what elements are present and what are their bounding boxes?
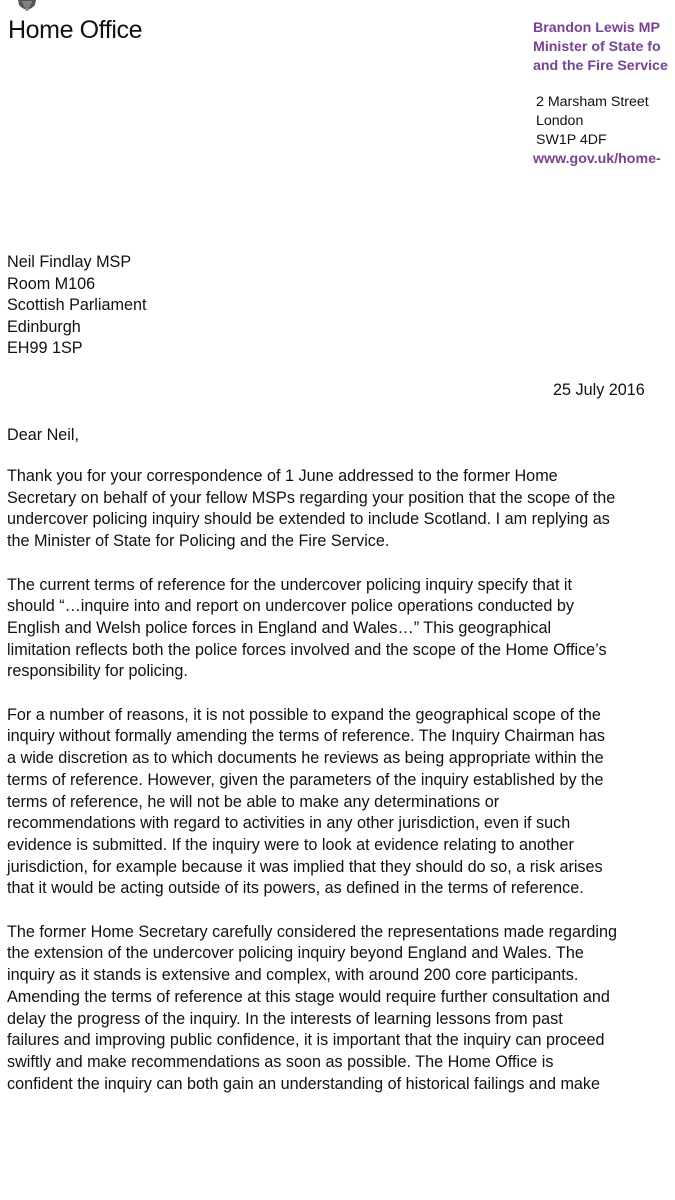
paragraph-line: the extension of the undercover policing inquiry beyond England and Wales. The <box>7 944 584 963</box>
paragraph <box>7 575 672 684</box>
letter-date: 25 July 2016 <box>553 381 645 399</box>
paragraph-line: jurisdiction, for example because it was implied that they should do so, a risk arises <box>7 857 603 876</box>
paragraph-line: a wide discretion as to which documents he reviews as being appropriate within the <box>7 749 604 768</box>
paragraph-line: Secretary on behalf of your fellow MSPs regarding your position that the scope of the <box>7 488 616 507</box>
paragraph-line: responsibility for policing. <box>7 662 188 681</box>
paragraph-line: inquiry as it stands is extensive and complex, with around 200 core participants. <box>7 966 579 985</box>
paragraph-line: undercover policing inquiry should be extended to include Scotland. I am replying as <box>7 510 610 529</box>
letter-body <box>7 466 672 1117</box>
paragraph-line: The former Home Secretary carefully considered the representations made regarding <box>7 922 618 941</box>
paragraph-line: should “…inquire into and report on undercover police operations conducted by <box>7 597 574 616</box>
recipient-address-line: Neil Findlay MSP <box>7 253 132 271</box>
paragraph <box>7 705 672 900</box>
sender-block <box>533 19 668 76</box>
paragraph-line: terms of reference. However, given the parameters of the inquiry established by the <box>7 770 604 789</box>
paragraph <box>7 922 672 1096</box>
paragraph-line: Amending the terms of reference at this stage would require further consultation and <box>7 987 610 1006</box>
paragraph-line: that it would be acting outside of its powers, as defined in the terms of reference. <box>7 879 584 898</box>
paragraph-line: terms of reference, he will not be able to make any determinations or <box>7 792 500 811</box>
recipient-address-line: Room M106 <box>7 274 96 293</box>
sender-title-line: Minister of State fo <box>533 39 661 55</box>
paragraph-line: the Minister of State for Policing and the Fire Service. <box>7 532 390 551</box>
recipient-address-line: EH99 1SP <box>7 339 83 358</box>
paragraph <box>7 466 672 553</box>
royal-crest-icon <box>16 0 38 14</box>
paragraph-line: inquiry without formally amending the terms of reference. The Inquiry Chairman has <box>7 727 606 746</box>
sender-address-line: 2 Marsham Street <box>536 94 649 110</box>
recipient-address-line: Edinburgh <box>7 317 81 336</box>
paragraph-line: English and Welsh police forces in England and Wales…” This geographical <box>7 618 552 637</box>
paragraph-line: evidence is submitted. If the inquiry were to look at evidence relating to another <box>7 835 574 854</box>
salutation: Dear Neil, <box>7 426 79 444</box>
department-name: Home Office <box>8 16 143 44</box>
paragraph-line: delay the progress of the inquiry. In the interests of learning lessons from past <box>7 1009 563 1028</box>
paragraph-line: confident the inquiry can both gain an understanding of historical failings and make <box>7 1074 601 1093</box>
paragraph-line: For a number of reasons, it is not possible to expand the geographical scope of the <box>7 705 601 724</box>
recipient-address-line: Scottish Parliament <box>7 296 147 315</box>
sender-address <box>536 93 649 150</box>
sender-website-link[interactable]: www.gov.uk/home- <box>533 151 661 167</box>
sender-title-line: and the Fire Service <box>533 58 668 74</box>
paragraph-line: swiftly and make recommendations as soon as possible. The Home Office is <box>7 1052 554 1071</box>
paragraph-line: failures and improving public confidence, it is important that the inquiry can proceed <box>7 1031 605 1050</box>
sender-name: Brandon Lewis MP <box>533 20 660 36</box>
recipient-address <box>7 252 146 360</box>
paragraph-line: The current terms of reference for the undercover policing inquiry specify that it <box>7 575 573 594</box>
paragraph-line: limitation reflects both the police forces involved and the scope of the Home Office’s <box>7 640 607 659</box>
sender-address-line: SW1P 4DF <box>536 132 607 148</box>
paragraph-line: recommendations with regard to activities in any other jurisdiction, even if such <box>7 814 571 833</box>
sender-address-line: London <box>536 113 584 129</box>
paragraph-line: Thank you for your correspondence of 1 June addressed to the former Home <box>7 467 558 485</box>
